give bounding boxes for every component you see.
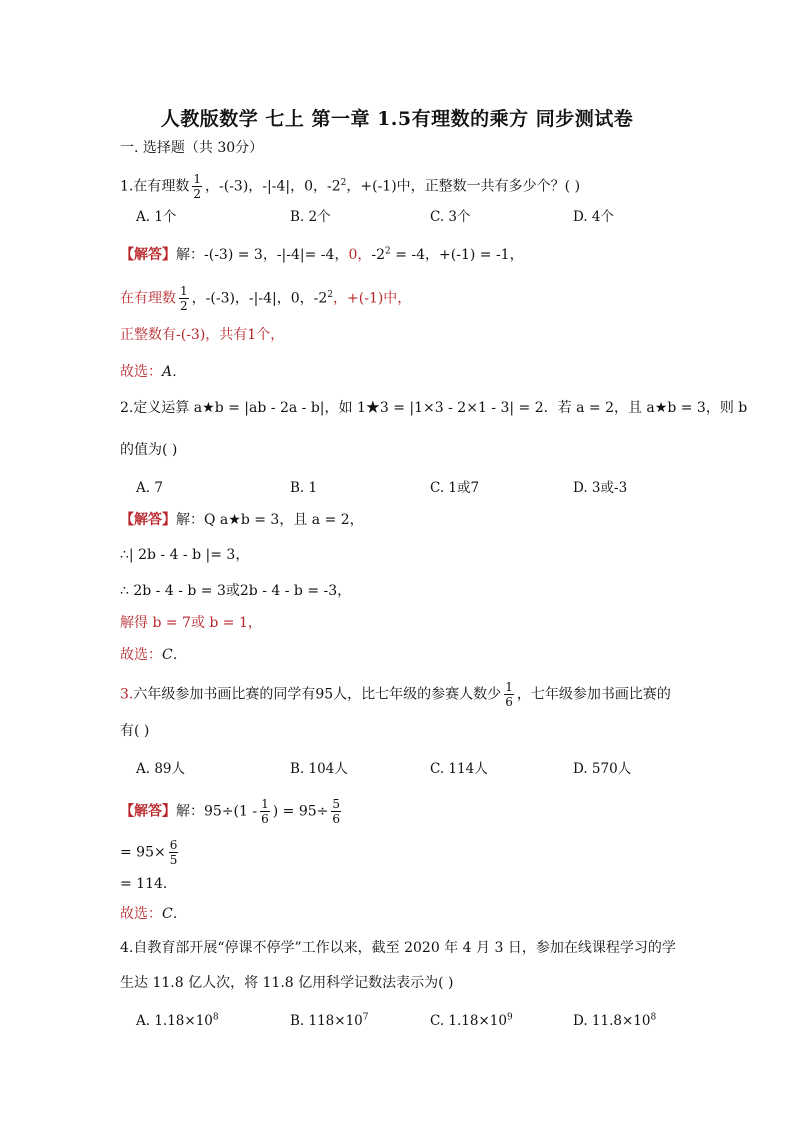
q2-option-a: A. 7 <box>136 480 163 496</box>
q1-option-a: A. 1个 <box>136 209 177 225</box>
q2-option-c: C. 1或7 <box>430 480 480 496</box>
question-1: 1.在有理数 $\frac{1}{2}$ ，-(-3)，-|-4|，0，$-2^2$，+(-1)中，正整数一共有多少个？( ) <box>120 172 581 201</box>
q2-solution-line-1: 【解答】解：Q a★b = 3，且 a = 2， <box>120 512 364 528</box>
q2-option-d: D. 3或-3 <box>573 480 628 496</box>
fraction: $\frac{1}{2}$ <box>193 172 201 201</box>
question-2-line-2: 的值为( ) <box>120 442 178 458</box>
q1-option-c: C. 3个 <box>430 209 471 225</box>
q3-solution-line-1: 【解答】解：95÷(1 - $\frac{1}{6}$ ) = 95÷ $\frac{5}{6}$ <box>120 797 341 826</box>
q1-option-b: B. 2个 <box>290 209 331 225</box>
fraction: $\frac{5}{6}$ <box>332 797 341 826</box>
fraction: $\frac{1}{2}$ <box>180 284 188 313</box>
q4-option-b: B. $118\times 10^7$ <box>290 1012 369 1029</box>
page-title: 人教版数学 七上 第一章 1.5有理数的乘方 同步测试卷 <box>160 108 634 130</box>
question-2-line-1: 2.定义运算 a★b = |ab - 2a - b|，如 1★3 = |1×3 - 2×1 - 3| = 2．若 a = 2，且 a★b = 3，则 b <box>120 400 748 416</box>
q2-solution-line-4: 解得 b = 7或 b = 1， <box>120 615 262 631</box>
fraction: $\frac{1}{6}$ <box>261 797 269 826</box>
q2-solution-line-3: ∴ 2b - 4 - b = 3或2b - 4 - b = -3， <box>120 583 352 599</box>
q1-solution-line-2: 在有理数 $\frac{1}{2}$ ，-(-3)，-|-4|，0，$-2^2$，+(-1)中， <box>120 284 412 313</box>
question-4-line-1: 4.自教育部开展“停课不停学”工作以来，截至 2020 年 4 月 3 日，参加在线课程学习的学 <box>120 940 676 956</box>
answer-tag: 【解答】 <box>120 803 176 820</box>
q2-solution-line-2: ∴| 2b - 4 - b |= 3， <box>120 547 250 563</box>
q2-option-b: B. 1 <box>290 480 318 496</box>
q1-solution-line-1: 【解答】解：-(-3) = 3，-|-4|= -4，0，$-2^2 = -4$，+(-1) = -1， <box>120 246 524 263</box>
q3-option-d: D. 570人 <box>573 761 632 777</box>
answer-tag: 【解答】 <box>120 247 176 263</box>
q4-option-a: A. $1.18\times 10^8$ <box>136 1012 219 1029</box>
q3-option-a: A. 89人 <box>136 761 186 777</box>
q1-option-d: D. 4个 <box>573 209 615 225</box>
fraction: $\frac{1}{6}$ <box>505 680 513 709</box>
fraction: $\frac{6}{5}$ <box>169 838 178 867</box>
question-3-line-1: 3.六年级参加书画比赛的同学有95人，比七年级的参赛人数少 $\frac{1}{6}$ ，七年级参加书画比赛的 <box>120 680 671 709</box>
q4-option-d: D. $11.8\times 10^8$ <box>573 1012 657 1029</box>
q3-answer: 故选：C． <box>120 906 187 922</box>
section-heading: 一. 选择题（共 30分） <box>120 140 264 156</box>
question-4-line-2: 生达 11.8 亿人次，将 11.8 亿用科学记数法表示为( ) <box>120 975 454 991</box>
q1-solution-line-3: 正整数有-(-3)，共有1个， <box>120 327 285 343</box>
q3-option-b: B. 104人 <box>290 761 348 777</box>
q3-solution-line-3: = 114． <box>120 876 177 892</box>
answer-tag: 【解答】 <box>120 512 176 528</box>
q1-answer: 故选：A． <box>120 364 187 380</box>
question-3-line-2: 有( ) <box>120 723 150 739</box>
q4-option-c: C. $1.18\times 10^9$ <box>430 1012 513 1029</box>
q2-answer: 故选：C． <box>120 647 187 663</box>
q3-solution-line-2: = 95× $\frac{6}{5}$ <box>120 838 178 867</box>
q3-option-c: C. 114人 <box>430 761 488 777</box>
